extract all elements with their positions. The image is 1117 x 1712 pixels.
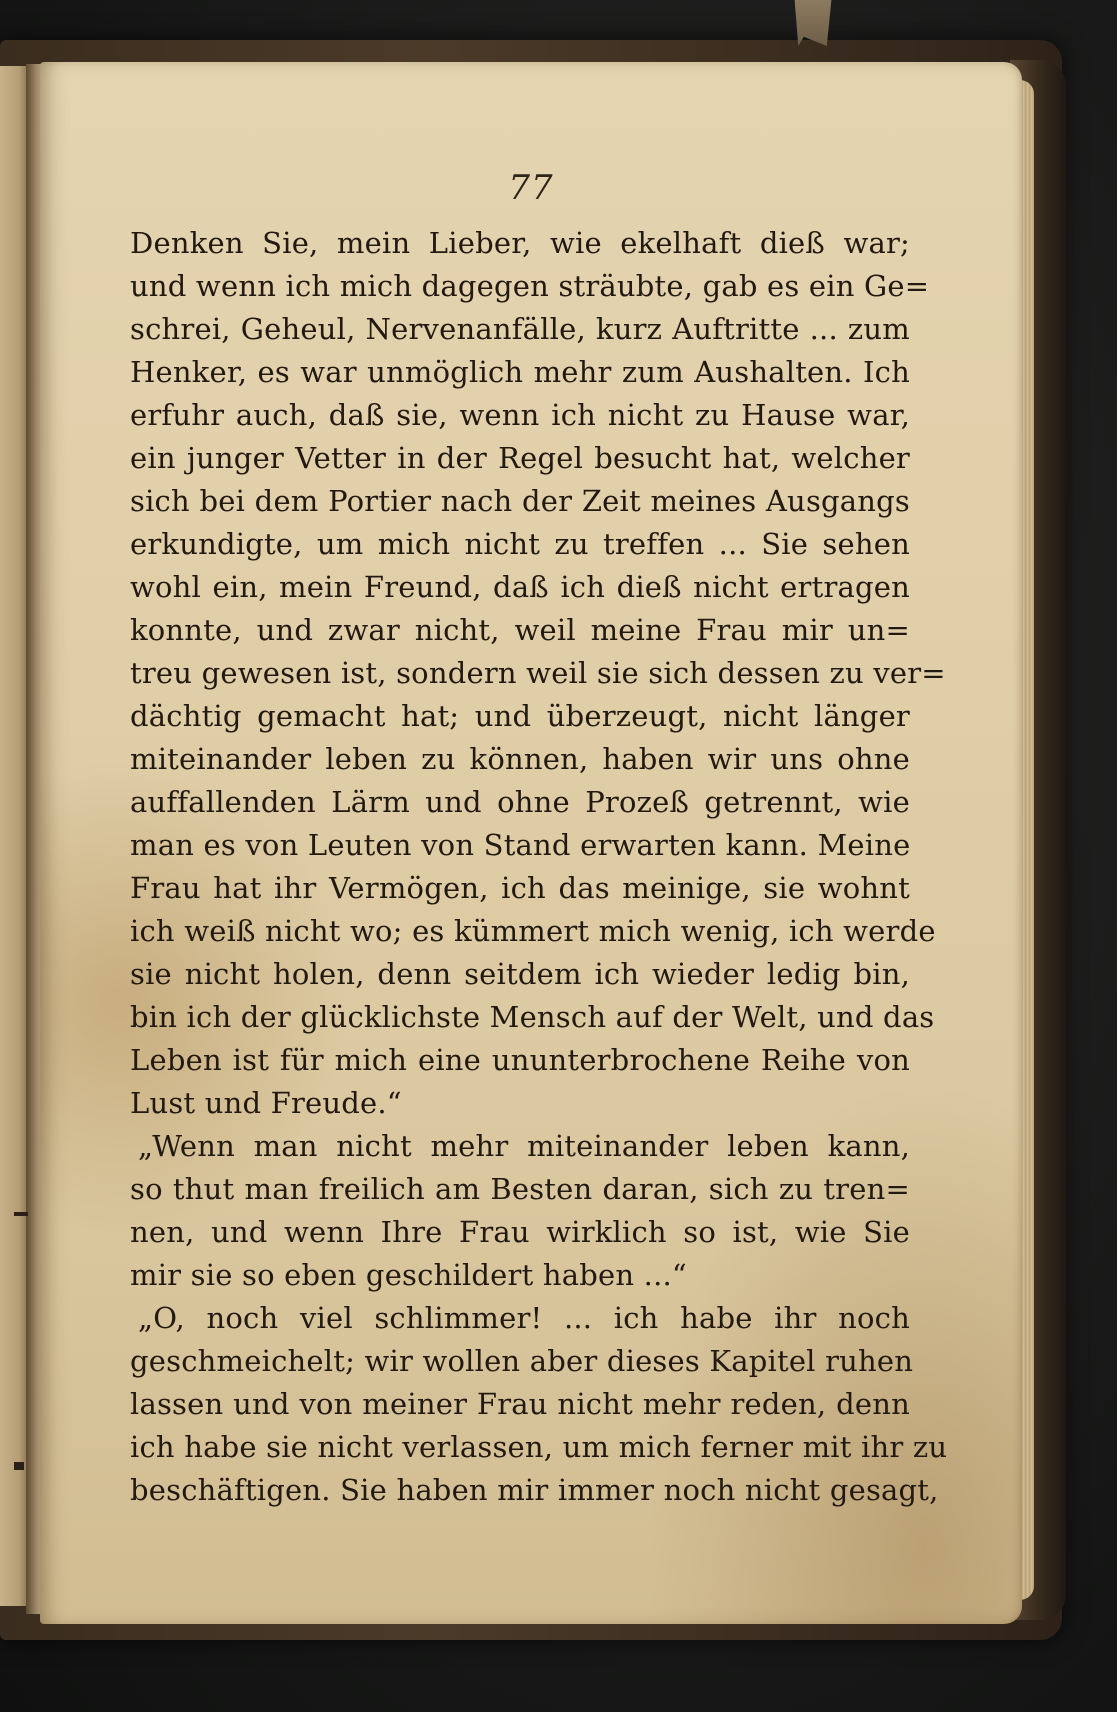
text-line: Denken Sie, mein Lieber, wie ekelhaft dieß war;: [130, 226, 910, 260]
text-line: ich habe sie nicht verlassen, um mich ferner mit ihr zu: [130, 1430, 948, 1464]
text-line: ein junger Vetter in der Regel besucht hat, welcher: [130, 441, 910, 475]
text-line: Leben ist für mich eine ununterbrochene Reihe von: [130, 1043, 910, 1077]
text-line: miteinander leben zu können, haben wir uns ohne: [130, 742, 910, 776]
page-number: 77: [508, 168, 554, 208]
text-line: sie nicht holen, denn seitdem ich wieder ledig bin,: [130, 957, 910, 991]
text-line: erkundigte, um mich nicht zu treffen ... Sie sehen: [130, 527, 910, 561]
text-line: erfuhr auch, daß sie, wenn ich nicht zu Hause war,: [130, 398, 910, 432]
text-line: wohl ein, mein Freund, daß ich dieß nicht ertragen: [130, 570, 910, 604]
margin-mark: [14, 1212, 28, 1216]
text-line: dächtig gemacht hat; und überzeugt, nicht länger: [130, 699, 910, 733]
text-line: geschmeichelt; wir wollen aber dieses Kapitel ruhen: [130, 1344, 914, 1378]
text-line: beschäftigen. Sie haben mir immer noch nicht gesagt,: [130, 1473, 939, 1507]
text-line: so thut man freilich am Besten daran, sich zu tren=: [130, 1172, 910, 1206]
text-line: treu gewesen ist, sondern weil sie sich dessen zu ver=: [130, 656, 946, 690]
text-line: mir sie so eben geschildert haben ...“: [130, 1258, 687, 1292]
text-line: nen, und wenn Ihre Frau wirklich so ist, wie Sie: [130, 1215, 910, 1249]
text-line: bin ich der glücklichste Mensch auf der Welt, und das: [130, 1000, 935, 1034]
text-line: und wenn ich mich dagegen sträubte, gab es ein Ge=: [130, 269, 930, 303]
text-line: konnte, und zwar nicht, weil meine Frau mir un=: [130, 613, 910, 647]
text-line: lassen und von meiner Frau nicht mehr reden, denn: [130, 1387, 910, 1421]
text-line: sich bei dem Portier nach der Zeit meines Ausgangs: [130, 484, 910, 518]
text-line: Lust und Freude.“: [130, 1086, 402, 1120]
book-page: [40, 62, 1022, 1624]
text-line: Frau hat ihr Vermögen, ich das meinige, sie wohnt: [130, 871, 910, 905]
page-text: [130, 222, 948, 1512]
text-line: schrei, Geheul, Nervenanfälle, kurz Auftritte ... zum: [130, 312, 910, 346]
text-line: auffallenden Lärm und ohne Prozeß getrennt, wie: [130, 785, 910, 819]
text-line: ich weiß nicht wo; es kümmert mich wenig, ich werde: [130, 914, 936, 948]
text-line: Henker, es war unmöglich mehr zum Aushalten. Ich: [130, 355, 910, 389]
margin-mark: [14, 1462, 24, 1470]
text-line: „O, noch viel schlimmer! ... ich habe ihr noch: [138, 1301, 910, 1335]
text-line: „Wenn man nicht mehr miteinander leben kann,: [138, 1129, 910, 1163]
text-line: man es von Leuten von Stand erwarten kann. Meine: [130, 828, 911, 862]
